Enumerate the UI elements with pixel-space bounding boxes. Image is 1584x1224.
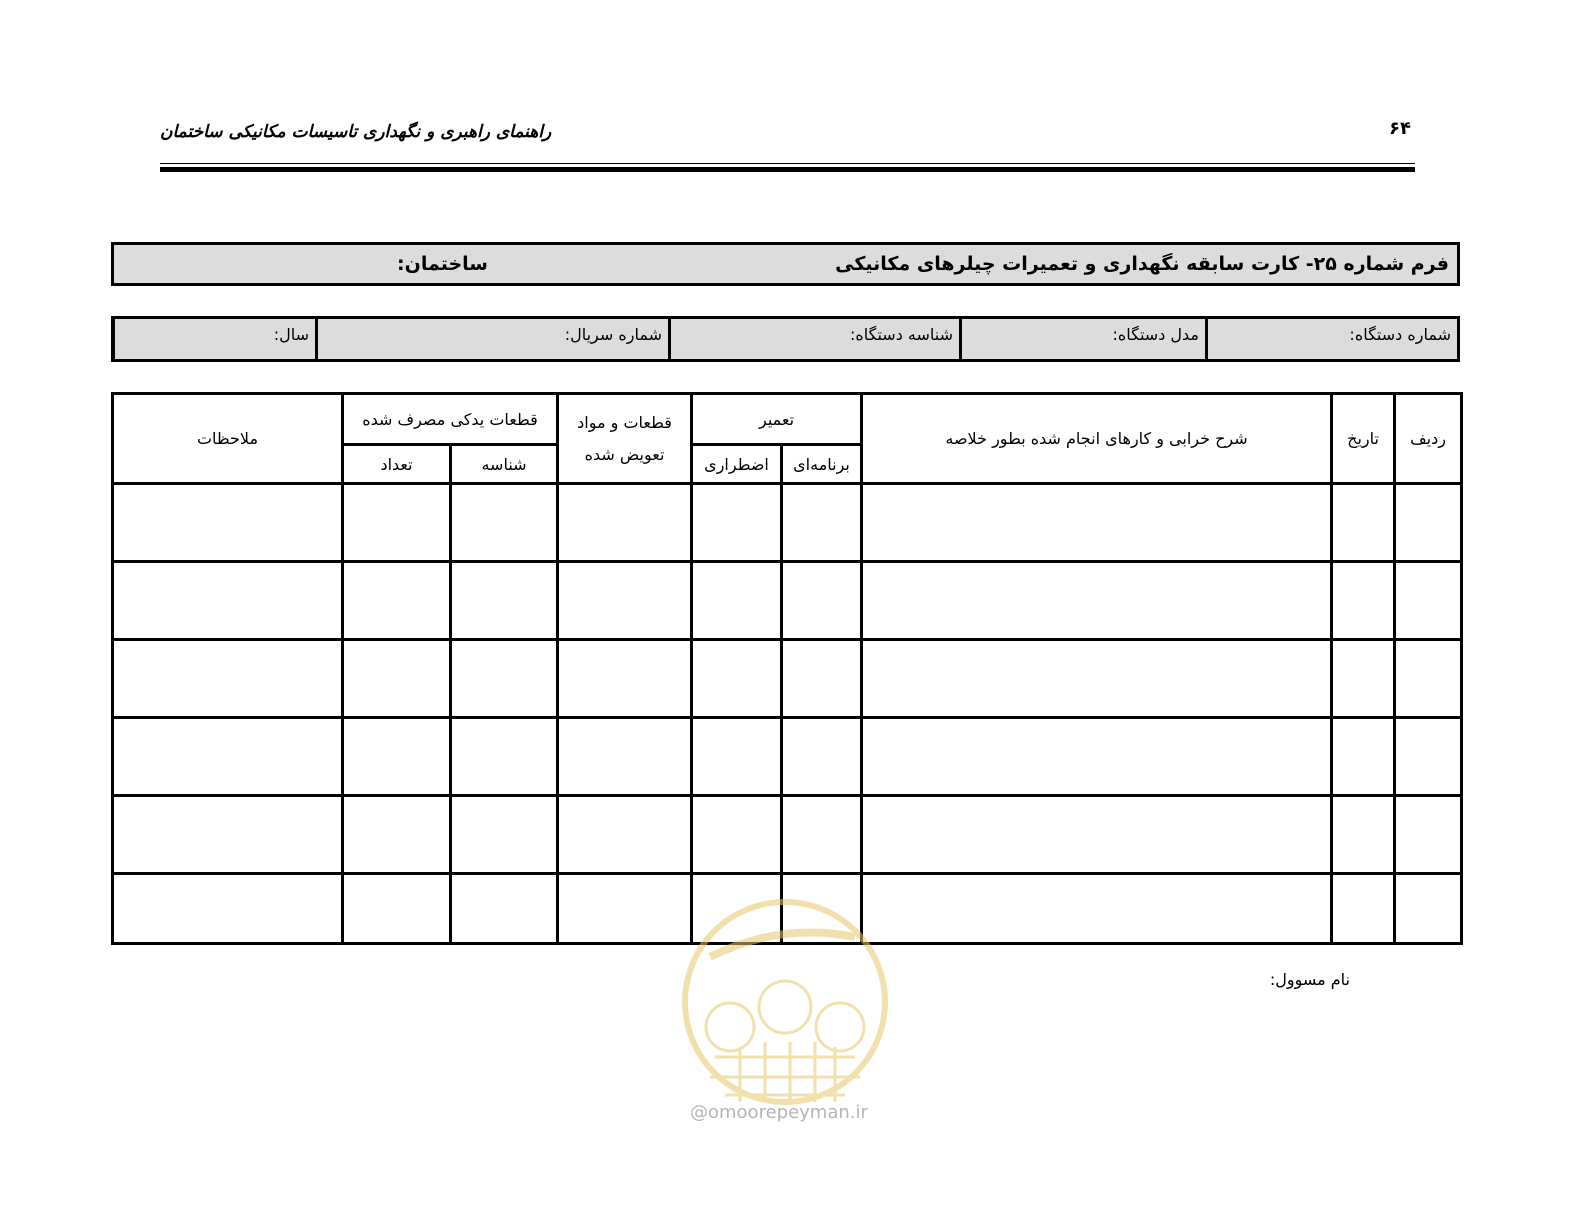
table-cell[interactable] xyxy=(558,484,692,562)
table-cell[interactable] xyxy=(1395,796,1462,874)
table-cell[interactable] xyxy=(862,562,1332,640)
table-cell[interactable] xyxy=(451,718,558,796)
table-cell[interactable] xyxy=(1332,640,1395,718)
table-cell[interactable] xyxy=(692,718,782,796)
table-cell[interactable] xyxy=(692,796,782,874)
table-cell[interactable] xyxy=(113,484,343,562)
header-spare-qty: تعداد xyxy=(343,445,451,484)
header-repair-planned: برنامه‌ای xyxy=(782,445,862,484)
table-cell[interactable] xyxy=(113,718,343,796)
header-rule-thick xyxy=(160,167,1415,172)
page-header xyxy=(160,118,1415,148)
table-cell[interactable] xyxy=(343,874,451,944)
header-repair: تعمیر xyxy=(692,394,862,445)
table-row xyxy=(113,484,1462,562)
table-cell[interactable] xyxy=(558,562,692,640)
table-cell[interactable] xyxy=(782,640,862,718)
table-cell[interactable] xyxy=(692,562,782,640)
responsible-name-label: نام مسوول: xyxy=(1269,970,1350,989)
table-cell[interactable] xyxy=(1395,562,1462,640)
header-spare-parts: قطعات یدکی مصرف شده xyxy=(343,394,558,445)
table-cell[interactable] xyxy=(782,796,862,874)
header-repair-emergency: اضطراری xyxy=(692,445,782,484)
table-cell[interactable] xyxy=(1395,484,1462,562)
table-cell[interactable] xyxy=(343,718,451,796)
table-cell[interactable] xyxy=(113,874,343,944)
table-cell[interactable] xyxy=(343,562,451,640)
log-table-body xyxy=(113,484,1462,944)
header-spare-id: شناسه xyxy=(451,445,558,484)
table-cell[interactable] xyxy=(1332,562,1395,640)
table-cell[interactable] xyxy=(113,562,343,640)
table-cell[interactable] xyxy=(558,718,692,796)
table-cell[interactable] xyxy=(343,640,451,718)
page-number: ۶۴ xyxy=(1389,118,1411,139)
table-cell[interactable] xyxy=(1395,640,1462,718)
table-cell[interactable] xyxy=(558,640,692,718)
device-model-field: مدل دستگاه: xyxy=(962,319,1205,359)
maintenance-log-table xyxy=(111,392,1463,945)
form-title: فرم شماره ۲۵- کارت سابقه نگهداری و تعمیرات چیلرهای مکانیکی xyxy=(835,253,1449,275)
table-cell[interactable] xyxy=(862,718,1332,796)
table-row xyxy=(113,562,1462,640)
table-cell[interactable] xyxy=(1395,718,1462,796)
table-cell[interactable] xyxy=(782,562,862,640)
header-parts-replaced-line1: قطعات و مواد xyxy=(577,412,672,432)
table-cell[interactable] xyxy=(862,874,1332,944)
table-cell[interactable] xyxy=(862,484,1332,562)
table-cell[interactable] xyxy=(1332,484,1395,562)
table-cell[interactable] xyxy=(451,874,558,944)
header-row-number: ردیف xyxy=(1395,394,1462,484)
table-cell[interactable] xyxy=(692,484,782,562)
header-description: شرح خرابی و کارهای انجام شده بطور خلاصه xyxy=(862,394,1332,484)
table-cell[interactable] xyxy=(558,796,692,874)
table-cell[interactable] xyxy=(862,640,1332,718)
table-cell[interactable] xyxy=(451,562,558,640)
table-row xyxy=(113,640,1462,718)
table-cell[interactable] xyxy=(782,484,862,562)
table-cell[interactable] xyxy=(451,640,558,718)
header-parts-replaced xyxy=(558,394,692,484)
building-field-label: ساختمان: xyxy=(397,253,488,275)
table-cell[interactable] xyxy=(343,796,451,874)
device-number-field: شماره دستگاه: xyxy=(1208,319,1457,359)
header-date: تاریخ xyxy=(1332,394,1395,484)
header-parts-replaced-line2: تعویض شده xyxy=(584,444,665,464)
running-title: راهنمای راهبری و نگهداری تاسیسات مکانیکی ساختمان xyxy=(160,122,552,142)
table-cell[interactable] xyxy=(1395,874,1462,944)
table-cell[interactable] xyxy=(692,640,782,718)
table-row xyxy=(113,796,1462,874)
form-title-bar xyxy=(111,242,1460,286)
device-info-bar xyxy=(111,316,1460,362)
table-cell[interactable] xyxy=(343,484,451,562)
table-cell[interactable] xyxy=(113,640,343,718)
header-notes: ملاحظات xyxy=(113,394,343,484)
table-cell[interactable] xyxy=(1332,796,1395,874)
table-cell[interactable] xyxy=(451,796,558,874)
watermark-logo xyxy=(670,882,900,1132)
table-cell[interactable] xyxy=(1332,874,1395,944)
table-cell[interactable] xyxy=(451,484,558,562)
table-cell[interactable] xyxy=(113,796,343,874)
watermark-url: @omoorepeyman.ir xyxy=(690,1102,868,1123)
table-cell[interactable] xyxy=(862,796,1332,874)
serial-number-field: شماره سریال: xyxy=(318,319,668,359)
table-cell[interactable] xyxy=(782,718,862,796)
device-id-field: شناسه دستگاه: xyxy=(671,319,959,359)
year-field: سال: xyxy=(115,319,315,359)
table-cell[interactable] xyxy=(1332,718,1395,796)
header-rule-thin xyxy=(160,163,1415,164)
table-row xyxy=(113,718,1462,796)
